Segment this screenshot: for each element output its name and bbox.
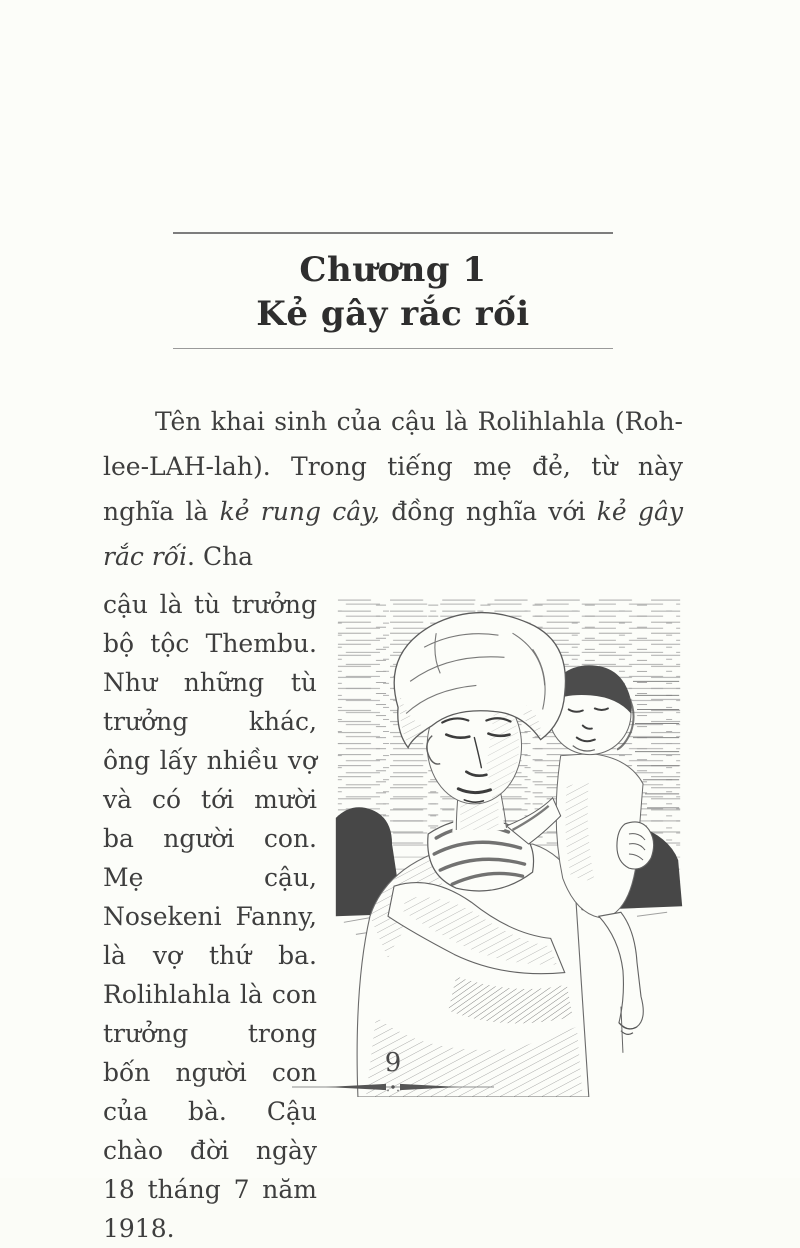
header-rule-top — [173, 232, 613, 234]
para1-seg3: đồng nghĩa với — [379, 497, 597, 526]
para1-italic-1: kẻ rung cây, — [219, 497, 380, 526]
body-text — [103, 399, 683, 1248]
page-number: 9 — [384, 1048, 402, 1078]
paragraph-opening — [103, 399, 683, 579]
chapter-title: Kẻ gây rắc rối — [256, 294, 530, 334]
para1-italic-2: kẻ gây rắc rối — [103, 497, 683, 571]
para1-seg5: . Cha — [187, 542, 254, 571]
footer-ornament — [288, 1080, 498, 1094]
page-footer — [103, 1048, 683, 1094]
chapter-header — [173, 232, 613, 349]
header-rule-bottom — [173, 348, 613, 349]
woman-hand — [617, 822, 654, 869]
chapter-label: Chương 1 — [299, 250, 487, 290]
paragraph-continuation: cậu là tù trưởng bộ tộc Thembu. Như những tù trưởng khác, ông lấy nhiều vợ và có tới mười ba người con. Mẹ cậu, Nosekeni Fanny, là vợ thứ ba. Rolihlahla là con trưởng trong bốn người con của bà. Cậu chào đời ngày 18 tháng 7 năm 1918. — [103, 590, 317, 1243]
illustration-woman-and-baby — [335, 585, 683, 1103]
para1-seg1: Tên khai sinh của cậu là Rolihlahla (Roh-lee-LAH-lah). Trong tiếng mẹ đẻ, từ này nghĩa là — [103, 407, 683, 526]
